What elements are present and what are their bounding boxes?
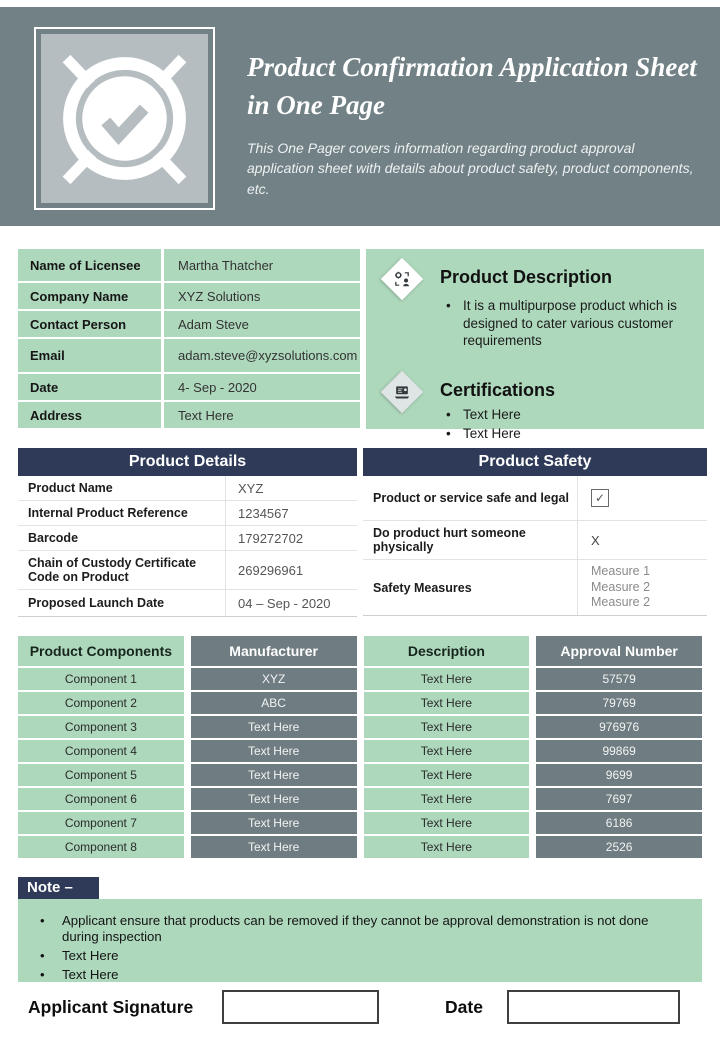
component-cell: Text Here bbox=[191, 788, 357, 810]
table-row bbox=[18, 501, 357, 526]
licensee-value: 4- Sep - 2020 bbox=[164, 374, 360, 400]
component-cell: Component 1 bbox=[18, 668, 184, 690]
product-description-section bbox=[378, 259, 692, 350]
page-title: Product Confirmation Application Sheet in One Page bbox=[247, 52, 697, 120]
note-bullets bbox=[32, 913, 682, 983]
table-row bbox=[18, 402, 360, 428]
detail-value: 179272702 bbox=[238, 530, 304, 546]
table-row bbox=[18, 374, 360, 400]
safety-label: Safety Measures bbox=[363, 560, 578, 615]
safety-label: Product or service safe and legal bbox=[363, 476, 578, 520]
column-header: Manufacturer bbox=[191, 636, 357, 666]
safety-label: Do product hurt someone physically bbox=[363, 521, 578, 559]
table-row bbox=[18, 551, 357, 590]
check-icon: ✓ bbox=[594, 491, 606, 505]
safety-value: X bbox=[591, 532, 600, 548]
licensee-value: Martha Thatcher bbox=[164, 249, 360, 281]
detail-label: Internal Product Reference bbox=[18, 501, 226, 525]
component-cell: Text Here bbox=[364, 788, 530, 810]
licensee-table bbox=[18, 249, 360, 430]
certifications-title: Certifications bbox=[440, 379, 556, 400]
licensee-label: Date bbox=[18, 374, 161, 400]
component-cell: Text Here bbox=[364, 668, 530, 690]
component-cell: 57579 bbox=[536, 668, 702, 690]
licensee-value: XYZ Solutions bbox=[164, 283, 360, 309]
column-header: Description bbox=[364, 636, 530, 666]
product-safety-header: Product Safety bbox=[363, 448, 707, 476]
table-row bbox=[18, 339, 360, 372]
bullet-item: • Text Here bbox=[32, 948, 682, 964]
component-cell: 2526 bbox=[536, 836, 702, 858]
table-row bbox=[18, 476, 357, 501]
component-cell: Text Here bbox=[191, 716, 357, 738]
certifications-bullets bbox=[446, 406, 692, 443]
detail-value: 1234567 bbox=[238, 505, 289, 521]
component-cell: 6186 bbox=[536, 812, 702, 834]
certifications-icon bbox=[380, 370, 424, 414]
component-cell: Component 3 bbox=[18, 716, 184, 738]
detail-value: XYZ bbox=[238, 480, 264, 496]
bullet-item: • Text Here bbox=[32, 967, 682, 983]
measure-item: Measure 2 bbox=[591, 579, 651, 594]
product-safety-table bbox=[363, 448, 707, 616]
date-label: Date bbox=[445, 997, 483, 1017]
page-subtitle bbox=[247, 138, 707, 199]
licensee-label: Contact Person bbox=[18, 311, 161, 337]
measure-item: Measure 2 bbox=[591, 595, 651, 610]
component-cell: Component 4 bbox=[18, 740, 184, 762]
licensee-label: Company Name bbox=[18, 283, 161, 309]
table-row bbox=[18, 311, 360, 337]
applicant-signature-box[interactable] bbox=[222, 990, 379, 1024]
table-row bbox=[363, 521, 707, 560]
component-cell: Text Here bbox=[191, 740, 357, 762]
applicant-signature-label: Applicant Signature bbox=[28, 997, 194, 1017]
component-cell: 99869 bbox=[536, 740, 702, 762]
safety-value bbox=[578, 476, 707, 520]
header-banner bbox=[0, 7, 720, 226]
table-row bbox=[18, 249, 360, 281]
product-details-table bbox=[18, 448, 357, 617]
detail-label: Product Name bbox=[18, 476, 226, 500]
component-cell: ABC bbox=[191, 692, 357, 714]
table-row bbox=[363, 560, 707, 616]
detail-label: Proposed Launch Date bbox=[18, 590, 226, 616]
component-cell: Component 2 bbox=[18, 692, 184, 714]
measure-item: Measure 1 bbox=[591, 564, 651, 579]
component-cell: Component 5 bbox=[18, 764, 184, 786]
table-row bbox=[18, 283, 360, 309]
component-cell: Component 7 bbox=[18, 812, 184, 834]
detail-value: 04 – Sep - 2020 bbox=[238, 595, 331, 611]
bullet-item: • It is a multipurpose product which is designed to cater various customer requirements bbox=[446, 297, 692, 350]
component-cell: Text Here bbox=[364, 740, 530, 762]
component-cell: Component 8 bbox=[18, 836, 184, 858]
component-cell: Text Here bbox=[364, 836, 530, 858]
component-cell: Text Here bbox=[191, 836, 357, 858]
bullet-item: • Applicant ensure that products can be removed if they cannot be approval demonstration is not done during inspection bbox=[32, 913, 682, 945]
detail-value: 269296961 bbox=[238, 562, 304, 578]
component-cell: Component 6 bbox=[18, 788, 184, 810]
component-cell: Text Here bbox=[364, 716, 530, 738]
column-header: Approval Number bbox=[536, 636, 702, 666]
table-row bbox=[18, 590, 357, 617]
subtitle-line-2: application sheet with details about product safety, product components, etc. bbox=[247, 160, 694, 197]
table-row bbox=[18, 526, 357, 551]
component-cell: Text Here bbox=[364, 812, 530, 834]
product-description-title: Product Description bbox=[440, 267, 613, 287]
component-cell: Text Here bbox=[191, 764, 357, 786]
safety-value bbox=[578, 560, 707, 615]
certifications-section bbox=[378, 372, 692, 443]
safety-measures-list bbox=[591, 564, 650, 611]
product-description-bullets bbox=[446, 297, 692, 350]
component-cell: Text Here bbox=[364, 692, 530, 714]
bullet-item: • Text Here bbox=[446, 425, 692, 443]
detail-label: Barcode bbox=[18, 526, 226, 550]
logo-frame bbox=[34, 27, 215, 210]
safe-legal-checkbox[interactable] bbox=[591, 489, 609, 507]
components-table bbox=[18, 636, 702, 858]
licensee-value: Text Here bbox=[164, 402, 360, 428]
info-panel bbox=[366, 249, 704, 442]
note-box bbox=[18, 899, 702, 982]
product-description-icon bbox=[380, 257, 424, 301]
product-details-header: Product Details bbox=[18, 448, 357, 476]
column-header: Product Components bbox=[18, 636, 184, 666]
note-title-badge: Note – bbox=[18, 877, 99, 899]
licensee-label: Name of Licensee bbox=[18, 249, 161, 281]
licensee-value: adam.steve@xyzsolutions.com bbox=[164, 339, 360, 372]
component-cell: 9699 bbox=[536, 764, 702, 786]
component-cell: XYZ bbox=[191, 668, 357, 690]
component-cell: Text Here bbox=[191, 812, 357, 834]
component-cell: 7697 bbox=[536, 788, 702, 810]
licensee-label: Email bbox=[18, 339, 161, 372]
bullet-item: • Text Here bbox=[446, 406, 692, 424]
subtitle-line-1: This One Pager covers information regarding product approval bbox=[247, 140, 635, 156]
detail-label: Chain of Custody Certificate Code on Product bbox=[18, 551, 226, 589]
check-target-icon bbox=[41, 34, 208, 203]
date-box[interactable] bbox=[507, 990, 680, 1024]
component-cell: 976976 bbox=[536, 716, 702, 738]
table-row bbox=[363, 476, 707, 521]
component-cell: 79769 bbox=[536, 692, 702, 714]
licensee-value: Adam Steve bbox=[164, 311, 360, 337]
component-cell: Text Here bbox=[364, 764, 530, 786]
licensee-label: Address bbox=[18, 402, 161, 428]
